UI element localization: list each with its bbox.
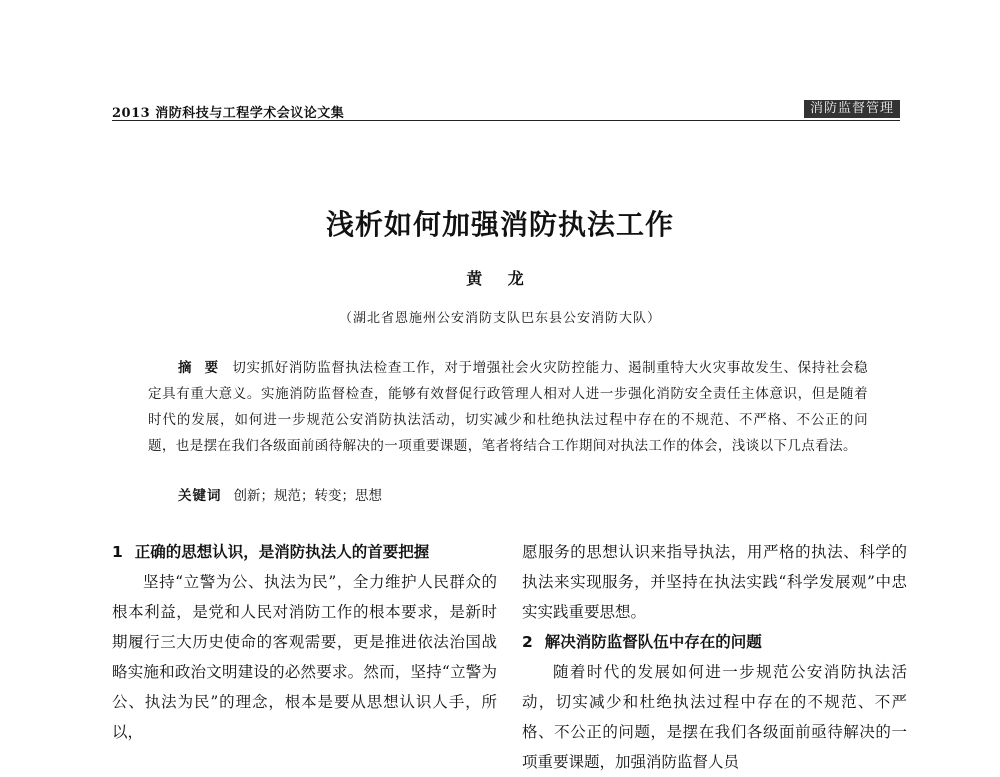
section-2-paragraph: 随着时代的发展如何进一步规范公安消防执法活动，切实减少和杜绝执法过程中存在的不规范、不严格、不公正的问题，是摆在我们各级面前亟待解决的一项重要课题，加强消防监督人员 bbox=[522, 663, 907, 771]
journal-name: 2013 消防科技与工程学术会议论文集 bbox=[112, 106, 345, 121]
author-name: 黄 龙 bbox=[466, 269, 534, 288]
section-1-number: 1 bbox=[112, 543, 123, 561]
section-1-paragraph: 坚持“立警为公、执法为民”，全力维护人民群众的根本利益，是党和人民对消防工作的根本要求，是新时期履行三大历史使命的客观需要，更是推进依法治国战略实施和政治文明建设的必然要求。然而，坚持“立警为公、执法为民”的理念，根本是要从思想认识人手，所以， bbox=[112, 573, 497, 741]
section-2-title: 解决消防监督队伍中存在的问题 bbox=[544, 633, 762, 651]
body-column-right bbox=[522, 537, 907, 777]
abstract-label: 摘 要 bbox=[178, 360, 223, 376]
abstract-text: 切实抓好消防监督执法检查工作，对于增强社会火灾防控能力、遏制重特大火灾事故发生、保持社会稳定具有重大意义。实施消防监督检查，能够有效督促行政管理人相对人进一步强化消防安全责任主体意识，但是随着时代的发展，如何进一步规范公安消防执法活动，切实减少和杜绝执法过程中存在的不规范、不严格、不公正的问题，也是摆在我们各级面前函待解决的一项重要课题，笔者将结合工作期间对执法工作的体会，浅谈以下几点看法。 bbox=[148, 360, 868, 454]
keywords bbox=[148, 485, 868, 507]
section-2-heading bbox=[522, 627, 907, 657]
section-1-title: 正确的思想认识，是消防执法人的首要把握 bbox=[134, 543, 430, 561]
section-2-number: 2 bbox=[522, 633, 533, 651]
author-affiliation: （湖北省恩施州公安消防支队巴东县公安消防大队） bbox=[338, 311, 661, 326]
section-tag: 消防监督管理 bbox=[804, 100, 900, 118]
section-1-continuation: 愿服务的思想认识来指导执法，用严格的执法、科学的执法来实现服务，并坚持在执法实践“科学发展观”中忠实实践重要思想。 bbox=[522, 543, 907, 621]
running-header bbox=[112, 100, 900, 121]
body-column-left bbox=[112, 537, 497, 747]
abstract bbox=[148, 355, 868, 459]
keywords-text: 创新；规范；转变；思想 bbox=[233, 488, 382, 504]
keywords-label: 关键词 bbox=[178, 488, 222, 504]
paper-title: 浅析如何加强消防执法工作 bbox=[325, 208, 674, 241]
section-1-heading bbox=[112, 537, 497, 567]
